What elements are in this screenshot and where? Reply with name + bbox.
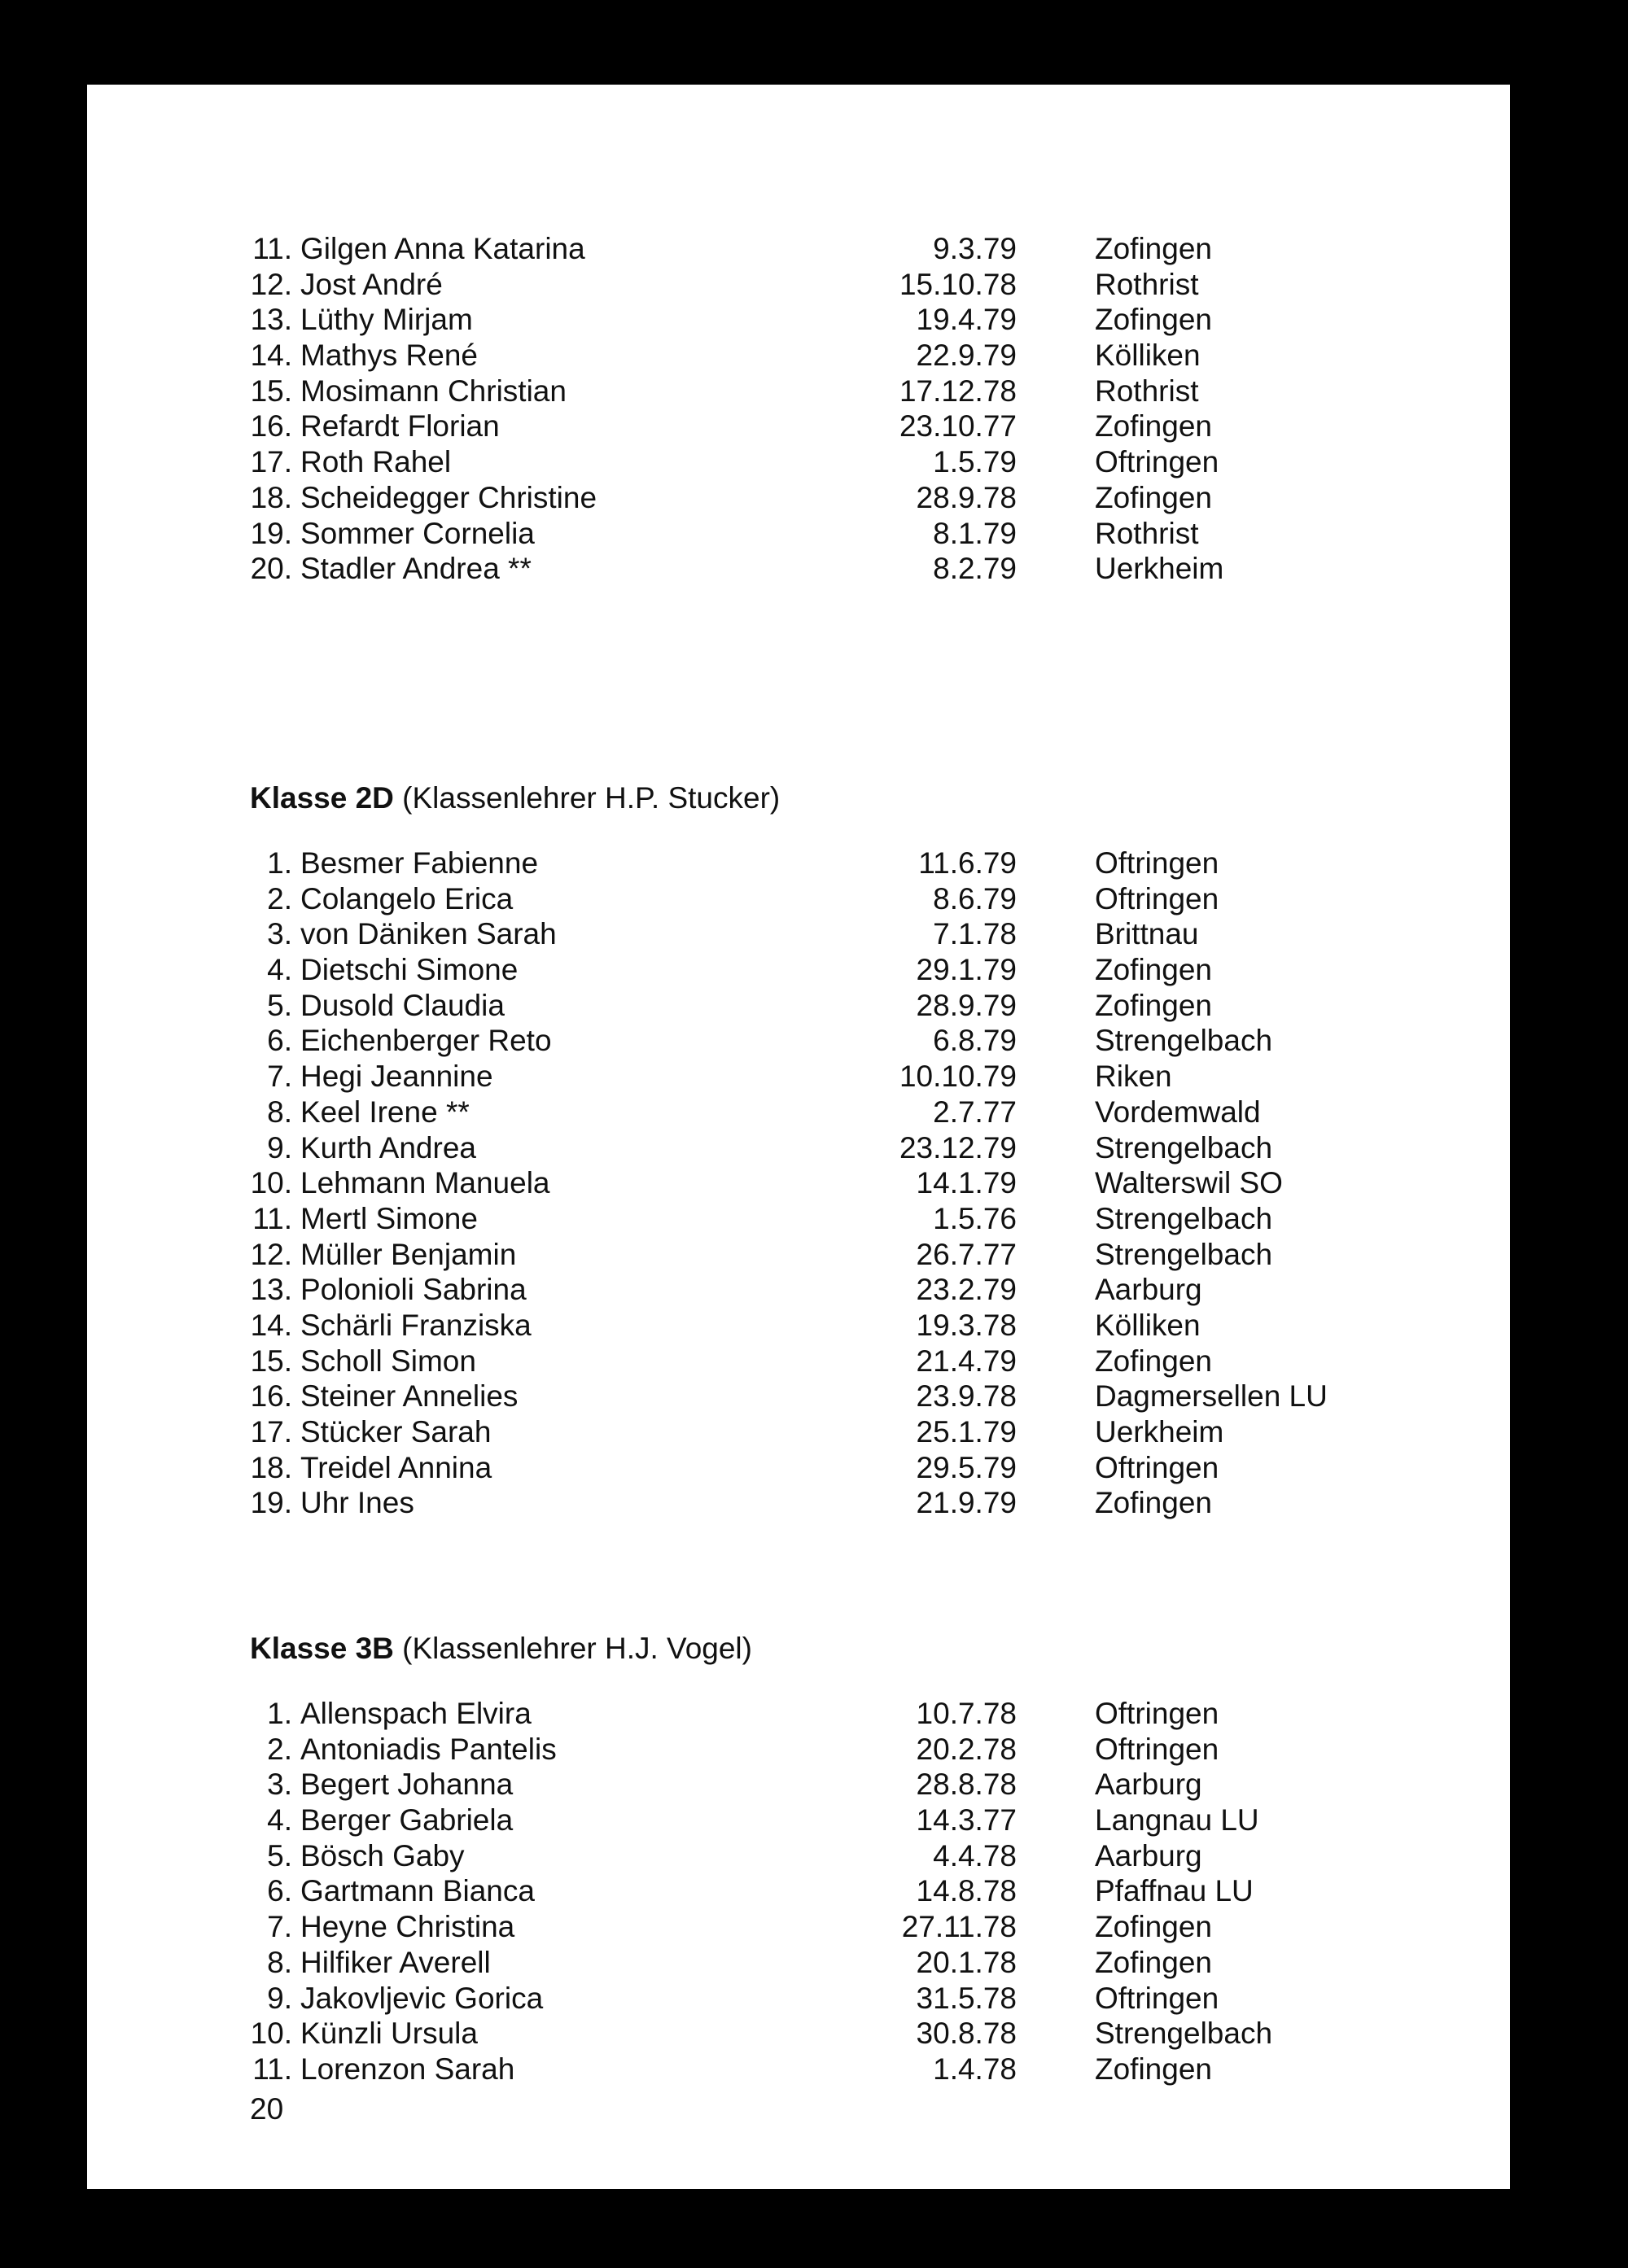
birth-date: 23.12.79	[899, 1130, 1017, 1165]
home-town: Oftringen	[1095, 1732, 1219, 1766]
list-item	[247, 1308, 1386, 1344]
list-item	[247, 1803, 1386, 1838]
birth-date: 19.4.79	[916, 303, 1017, 337]
list-item	[247, 231, 1386, 267]
home-town: Zofingen	[1095, 2052, 1212, 2086]
entry-number: 10.	[250, 1166, 292, 1200]
home-town: Strengelbach	[1095, 1201, 1273, 1235]
student-name: Antoniadis Pantelis	[300, 1732, 557, 1766]
home-town: Rothrist	[1095, 267, 1199, 301]
student-name: Polonioli Sabrina	[300, 1273, 527, 1307]
birth-date: 23.2.79	[916, 1273, 1017, 1307]
entry-number: 11.	[252, 1201, 292, 1235]
home-town: Oftringen	[1095, 1981, 1219, 2015]
student-name: Bösch Gaby	[300, 1838, 465, 1873]
home-town: Oftringen	[1095, 1450, 1219, 1484]
list-item	[247, 1414, 1386, 1450]
birth-date: 19.3.78	[916, 1308, 1017, 1342]
entry-number: 3.	[267, 917, 292, 951]
entry-number: 11.	[252, 232, 292, 265]
student-name: Dietschi Simone	[300, 953, 519, 987]
birth-date: 1.4.78	[933, 2052, 1017, 2086]
student-name: Müller Benjamin	[300, 1237, 517, 1271]
student-name: Scheidegger Christine	[300, 480, 597, 514]
student-name: Lehmann Manuela	[300, 1166, 550, 1200]
list-item	[247, 551, 1386, 587]
entry-number: 8.	[267, 1095, 292, 1129]
birth-date: 4.4.78	[933, 1838, 1017, 1873]
list-item	[247, 1450, 1386, 1486]
home-town: Zofingen	[1095, 303, 1212, 337]
home-town: Kölliken	[1095, 1308, 1201, 1342]
birth-date: 1.5.79	[933, 445, 1017, 479]
list-item	[247, 1023, 1386, 1059]
home-town: Oftringen	[1095, 846, 1219, 880]
entry-number: 2.	[267, 881, 292, 916]
entry-number: 10.	[250, 2017, 292, 2051]
entry-number: 9.	[267, 1130, 292, 1165]
entry-number: 2.	[267, 1732, 292, 1766]
birth-date: 10.7.78	[916, 1697, 1017, 1730]
birth-date: 27.11.78	[901, 1910, 1017, 1944]
class-3b-title: Klasse 3B	[250, 1632, 394, 1665]
entry-number: 3.	[267, 1768, 292, 1802]
birth-date: 8.1.79	[933, 516, 1017, 550]
entry-number: 16.	[250, 409, 292, 444]
entry-number: 1.	[267, 846, 292, 880]
home-town: Pfaffnau LU	[1095, 1874, 1254, 1908]
student-name: Schärli Franziska	[300, 1308, 532, 1342]
birth-date: 26.7.77	[916, 1237, 1017, 1271]
entry-number: 4.	[267, 1803, 292, 1838]
student-name: Lüthy Mirjam	[300, 303, 473, 337]
student-name: Stücker Sarah	[300, 1415, 492, 1449]
student-name: Mosimann Christian	[300, 374, 567, 408]
entry-number: 12.	[250, 267, 292, 301]
student-name: Jakovljevic Gorica	[300, 1981, 544, 2015]
list-item	[247, 1732, 1386, 1768]
entry-number: 6.	[267, 1874, 292, 1908]
student-name: Heyne Christina	[300, 1910, 515, 1944]
student-name: Mertl Simone	[300, 1201, 478, 1235]
birth-date: 23.9.78	[916, 1379, 1017, 1414]
home-town: Langnau LU	[1095, 1803, 1259, 1838]
student-name: Uhr Ines	[300, 1486, 414, 1520]
entry-number: 4.	[267, 953, 292, 987]
class-2d-title: Klasse 2D	[250, 781, 394, 815]
list-item	[247, 1838, 1386, 1874]
home-town: Aarburg	[1095, 1768, 1202, 1802]
home-town: Strengelbach	[1095, 2017, 1273, 2051]
list-item	[247, 302, 1386, 338]
entry-number: 15.	[250, 1344, 292, 1378]
birth-date: 15.10.78	[899, 267, 1017, 301]
list-item	[247, 1909, 1386, 1945]
birth-date: 22.9.79	[916, 339, 1017, 373]
list-item	[247, 988, 1386, 1024]
home-town: Strengelbach	[1095, 1130, 1273, 1165]
list-item	[247, 338, 1386, 374]
entry-number: 1.	[267, 1697, 292, 1730]
home-town: Uerkheim	[1095, 1415, 1224, 1449]
entry-number: 19.	[250, 1486, 292, 1520]
home-town: Zofingen	[1095, 1344, 1212, 1378]
student-name: Gartmann Bianca	[300, 1874, 535, 1908]
entry-number: 5.	[267, 988, 292, 1022]
birth-date: 30.8.78	[916, 2017, 1017, 2051]
list-item	[247, 1873, 1386, 1909]
home-town: Strengelbach	[1095, 1237, 1273, 1271]
class-list-continued	[247, 231, 1386, 587]
entry-number: 13.	[250, 303, 292, 337]
list-item	[247, 1130, 1386, 1166]
class-3b-heading	[250, 1631, 752, 1667]
list-item	[247, 1945, 1386, 1981]
home-town: Brittnau	[1095, 917, 1199, 951]
class-2d-heading	[250, 780, 780, 816]
entry-number: 11.	[252, 2052, 292, 2086]
student-name: Berger Gabriela	[300, 1803, 514, 1838]
home-town: Zofingen	[1095, 480, 1212, 514]
home-town: Oftringen	[1095, 881, 1219, 916]
birth-date: 23.10.77	[899, 409, 1017, 444]
home-town: Aarburg	[1095, 1273, 1202, 1307]
student-name: Refardt Florian	[300, 409, 500, 444]
home-town: Aarburg	[1095, 1838, 1202, 1873]
student-name: Besmer Fabienne	[300, 846, 539, 880]
list-item	[247, 374, 1386, 409]
home-town: Kölliken	[1095, 339, 1201, 373]
entry-number: 5.	[267, 1838, 292, 1873]
student-name: Hilfiker Averell	[300, 1945, 491, 1979]
entry-number: 17.	[250, 1415, 292, 1449]
student-name: Colangelo Erica	[300, 881, 514, 916]
student-name: Kurth Andrea	[300, 1130, 476, 1165]
student-name: Sommer Cornelia	[300, 516, 535, 550]
student-name: Roth Rahel	[300, 445, 452, 479]
entry-number: 6.	[267, 1024, 292, 1058]
class-2d-teacher: (Klassenlehrer H.P. Stucker)	[402, 781, 781, 815]
list-item	[247, 409, 1386, 444]
birth-date: 14.3.77	[916, 1803, 1017, 1838]
list-item	[247, 1344, 1386, 1379]
home-town: Zofingen	[1095, 988, 1212, 1022]
entry-number: 17.	[250, 445, 292, 479]
entry-number: 19.	[250, 516, 292, 550]
student-name: von Däniken Sarah	[300, 917, 557, 951]
birth-date: 29.5.79	[916, 1450, 1017, 1484]
home-town: Dagmersellen LU	[1095, 1379, 1328, 1414]
list-item	[247, 267, 1386, 303]
birth-date: 21.4.79	[916, 1344, 1017, 1378]
list-item	[247, 2052, 1386, 2087]
birth-date: 17.12.78	[899, 374, 1017, 408]
birth-date: 14.8.78	[916, 1874, 1017, 1908]
student-name: Gilgen Anna Katarina	[300, 232, 585, 265]
birth-date: 28.9.79	[916, 988, 1017, 1022]
home-town: Oftringen	[1095, 445, 1219, 479]
birth-date: 21.9.79	[916, 1486, 1017, 1520]
birth-date: 25.1.79	[916, 1415, 1017, 1449]
list-item	[247, 846, 1386, 881]
home-town: Walterswil SO	[1095, 1166, 1283, 1200]
entry-number: 14.	[250, 1308, 292, 1342]
home-town: Oftringen	[1095, 1697, 1219, 1730]
birth-date: 2.7.77	[933, 1095, 1017, 1129]
student-name: Begert Johanna	[300, 1768, 514, 1802]
list-item	[247, 1059, 1386, 1095]
list-item	[247, 516, 1386, 552]
student-name: Hegi Jeannine	[300, 1060, 493, 1094]
home-town: Rothrist	[1095, 516, 1199, 550]
birth-date: 14.1.79	[916, 1166, 1017, 1200]
class-3b-teacher: (Klassenlehrer H.J. Vogel)	[402, 1632, 752, 1665]
entry-number: 14.	[250, 339, 292, 373]
list-item	[247, 1379, 1386, 1414]
entry-number: 20.	[250, 552, 292, 586]
birth-date: 9.3.79	[933, 232, 1017, 265]
home-town: Zofingen	[1095, 953, 1212, 987]
student-name: Treidel Annina	[300, 1450, 492, 1484]
entry-number: 7.	[267, 1060, 292, 1094]
birth-date: 6.8.79	[933, 1024, 1017, 1058]
class-3b-list	[247, 1696, 1386, 2087]
home-town: Zofingen	[1095, 1945, 1212, 1979]
list-item	[247, 1237, 1386, 1273]
student-name: Jost André	[300, 267, 443, 301]
entry-number: 18.	[250, 1450, 292, 1484]
home-town: Zofingen	[1095, 409, 1212, 444]
list-item	[247, 2016, 1386, 2052]
student-name: Keel Irene **	[300, 1095, 470, 1129]
birth-date: 29.1.79	[916, 953, 1017, 987]
list-item	[247, 444, 1386, 480]
list-item	[247, 1165, 1386, 1201]
document-page	[87, 85, 1510, 2189]
home-town: Zofingen	[1095, 1910, 1212, 1944]
entry-number: 18.	[250, 480, 292, 514]
birth-date: 7.1.78	[933, 917, 1017, 951]
list-item	[247, 1696, 1386, 1732]
list-item	[247, 1201, 1386, 1237]
list-item	[247, 480, 1386, 516]
home-town: Vordemwald	[1095, 1095, 1261, 1129]
birth-date: 8.2.79	[933, 552, 1017, 586]
student-name: Dusold Claudia	[300, 988, 505, 1022]
home-town: Zofingen	[1095, 1486, 1212, 1520]
entry-number: 8.	[267, 1945, 292, 1979]
student-name: Stadler Andrea **	[300, 552, 532, 586]
home-town: Rothrist	[1095, 374, 1199, 408]
entry-number: 13.	[250, 1273, 292, 1307]
birth-date: 11.6.79	[918, 846, 1017, 880]
student-name: Allenspach Elvira	[300, 1697, 532, 1730]
list-item	[247, 1272, 1386, 1308]
entry-number: 16.	[250, 1379, 292, 1414]
list-item	[247, 1095, 1386, 1130]
birth-date: 8.6.79	[933, 881, 1017, 916]
entry-number: 15.	[250, 374, 292, 408]
birth-date: 28.8.78	[916, 1768, 1017, 1802]
list-item	[247, 1485, 1386, 1521]
home-town: Strengelbach	[1095, 1024, 1273, 1058]
class-2d-list	[247, 846, 1386, 1521]
student-name: Steiner Annelies	[300, 1379, 519, 1414]
student-name: Lorenzon Sarah	[300, 2052, 515, 2086]
list-item	[247, 952, 1386, 988]
entry-number: 7.	[267, 1910, 292, 1944]
list-item	[247, 1981, 1386, 2017]
page-number: 20	[250, 2092, 284, 2126]
entry-number: 9.	[267, 1981, 292, 2015]
entry-number: 12.	[250, 1237, 292, 1271]
list-item	[247, 916, 1386, 952]
list-item	[247, 881, 1386, 917]
student-name: Künzli Ursula	[300, 2017, 478, 2051]
birth-date: 20.2.78	[916, 1732, 1017, 1766]
home-town: Uerkheim	[1095, 552, 1224, 586]
birth-date: 28.9.78	[916, 480, 1017, 514]
student-name: Mathys René	[300, 339, 478, 373]
birth-date: 1.5.76	[933, 1201, 1017, 1235]
student-name: Scholl Simon	[300, 1344, 476, 1378]
home-town: Riken	[1095, 1060, 1172, 1094]
birth-date: 10.10.79	[899, 1060, 1017, 1094]
list-item	[247, 1767, 1386, 1803]
birth-date: 20.1.78	[916, 1945, 1017, 1979]
student-name: Eichenberger Reto	[300, 1024, 552, 1058]
home-town: Zofingen	[1095, 232, 1212, 265]
birth-date: 31.5.78	[916, 1981, 1017, 2015]
